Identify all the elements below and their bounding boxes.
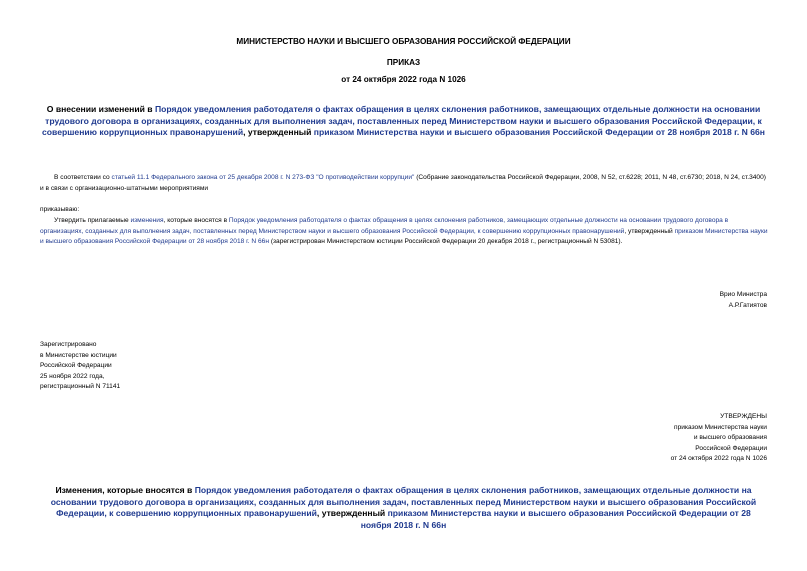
order-text-3: , утвержденный: [624, 227, 675, 235]
order-link-order[interactable]: приказом Министерства науки и высшего образования Российской Федерации от 28 ноября 2018 г. N 66н: [40, 227, 768, 245]
registration-line: 25 ноября 2022 года,: [40, 372, 105, 380]
registration-line: Российской Федерации: [40, 362, 112, 369]
registration-line: в Министерстве юстиции: [40, 351, 117, 359]
registration-line: Зарегистрировано: [40, 341, 97, 348]
registration-line: регистрационный N 71141: [40, 383, 121, 390]
order-text-4: (зарегистрирован Министерством юстиции Российской Федерации 20 декабря 2018 г., регистрационный N 53081).: [268, 238, 623, 245]
annex-title-link-procedure[interactable]: Порядок уведомления работодателя о фактах обращения в целях склонения работников, замещающих отдельные должности на основании трудового договора в организациях, созданных для выполнения задач, поставленных перед Министерством науки и высшего образования Российской Федерации, к совершению коррупционных правонарушений: [50, 485, 757, 518]
approved-line: Российской Федерации: [695, 444, 767, 452]
order-text-2: , которые вносятся в: [163, 217, 229, 224]
signature-name: А.Р.Гатиятов: [728, 301, 767, 309]
annex-title: [40, 485, 767, 531]
order-link-procedure[interactable]: Порядок уведомления работодателя о фактах обращения в целях склонения работников, замещающих отдельные должности на основании трудового договора в организациях, созданных для выполнения задач, поставленных перед Министерством науки и высшего образования Российской Федерации, к совершению коррупционных правонарушений: [40, 217, 729, 235]
doc-type: ПРИКАЗ: [386, 58, 421, 67]
title-prefix: О внесении изменений в: [46, 104, 155, 114]
order-text-1: Утвердить прилагаемые: [54, 217, 131, 224]
annex-title-link-order[interactable]: приказом Министерства науки и высшего образования Российской Федерации от 28 ноября 2018 г. N 66н: [360, 508, 751, 530]
signature-block: [720, 290, 767, 311]
order-paragraph: [40, 216, 770, 248]
registration-block: [40, 340, 120, 393]
approved-line: приказом Министерства науки: [674, 423, 767, 431]
annex-title-prefix: Изменения, которые вносятся в: [55, 485, 195, 495]
preamble-paragraph: [40, 173, 770, 194]
ministry-heading: МИНИСТЕРСТВО НАУКИ И ВЫСШЕГО ОБРАЗОВАНИЯ РОССИЙСКОЙ ФЕДЕРАЦИИ: [236, 37, 571, 46]
order-link-changes[interactable]: изменения: [130, 217, 164, 224]
approved-line: и высшего образования: [693, 434, 767, 441]
signature-position: Врио Министра: [719, 291, 767, 298]
preamble-text-1: В соответствии со: [54, 174, 112, 181]
title-link-order[interactable]: приказом Министерства науки и высшего образования Российской Федерации от 28 ноября 2018 г. N 66н: [313, 127, 765, 137]
title-mid: , утвержденный: [243, 127, 314, 137]
annex-title-mid: , утвержденный: [316, 508, 388, 518]
document-title: [40, 104, 767, 139]
approved-line: от 24 октября 2022 года N 1026: [670, 455, 767, 462]
preamble-text-2: (Собрание законодательства Российской Федерации, 2008, N 52, ст.6228; 2011, N 48, ст.6730; 2018, N 24, ст.3400) и в связи с организационно-штатными мероприятиями: [40, 174, 766, 192]
approved-line: УТВЕРЖДЕНЫ: [720, 413, 767, 420]
approved-block: [671, 412, 767, 465]
doc-date-number: от 24 октября 2022 года N 1026: [341, 75, 466, 84]
title-link-procedure[interactable]: Порядок уведомления работодателя о фактах обращения в целях склонения работников, замещающих отдельные должности на основании трудового договора в организациях, созданных для выполнения задач, поставленных перед Министерством науки и высшего образования Российской Федерации, к совершению коррупционных правонарушений: [42, 104, 762, 137]
order-label: приказываю:: [40, 206, 80, 213]
preamble-link-law[interactable]: статьей 11.1 Федерального закона от 25 декабря 2008 г. N 273-ФЗ "О противодействии коррупции": [111, 174, 415, 181]
